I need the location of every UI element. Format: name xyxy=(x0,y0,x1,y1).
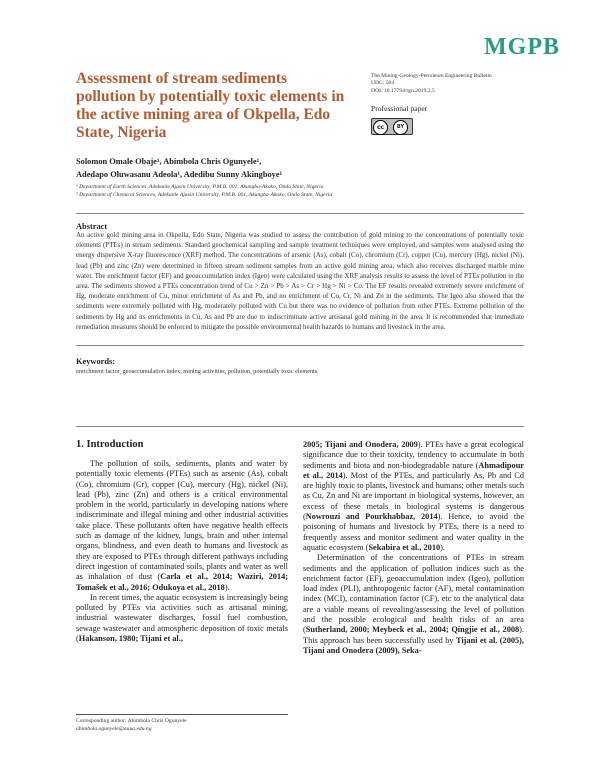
author-list xyxy=(76,155,282,181)
citation[interactable]: Ahmadipour et al., 2014 xyxy=(303,460,524,480)
journal-meta xyxy=(371,73,561,95)
udc: UDC: 504 xyxy=(371,80,395,87)
author-email[interactable]: abimbola.ogunyele@aaua.edu.ng xyxy=(76,726,152,733)
journal-logo: MGPB xyxy=(484,34,560,60)
doi-link[interactable]: DOI: 10.17794/rgn.2019.2.5 xyxy=(371,87,435,94)
left-column xyxy=(76,459,288,644)
affiliation: ¹ Department of Earth Sciences, Adekunle Ajasin University, P.M.B. 001, Akungba-Akoko, Ondo State, Nigeria xyxy=(76,184,324,190)
cc-license-badge[interactable] xyxy=(371,118,413,135)
author-line: Adedapo Oluwasanu Adeola¹, Adedibu Sunny Akingboye¹ xyxy=(76,170,283,179)
affiliations xyxy=(76,183,332,200)
corresponding-author: Corresponding author: Abimbola Chris Ogunyele xyxy=(76,718,187,724)
paper-type: Professional paper xyxy=(371,104,428,113)
citation[interactable]: Sekabira et al., 2010 xyxy=(368,542,441,552)
paragraph: Determination of the concentrations of PTEs in stream sediments and the application of pollution indices such as the enrichment factor (EF), geoaccumulation index (Igeo), pollution load index (PLI), anthropogenic factor (AF), metal contamination index (MCI), contamination factor (CF), etc to the analytical data are a viable means of revealing/assessing the level of pollution and the possible ecological and health risks of an area (Sutherland, 2000; Meybeck et al., 2004; Qingjie et al., 2008). This approach has been successfully used by Tijani et al. (2005), Tijani and Onodera (2009), Seka- xyxy=(303,553,524,655)
affiliation: ² Department of Chemical Sciences, Adekunle Ajasin University, P.M.B. 001, Akungba-Akoko, Ondo State, Nigeria xyxy=(76,192,333,199)
keywords-heading: Keywords: xyxy=(76,357,116,366)
keywords-text: enrichment factor, geoaccumulation index, mining activities, pollution, potentially toxic elements. xyxy=(76,368,319,375)
citation[interactable]: Nowrouzi and Pourkhabbaz, 2014 xyxy=(305,512,438,522)
abstract-heading: Abstract xyxy=(76,222,108,231)
section-heading-introduction: 1. Introduction xyxy=(76,439,144,450)
divider xyxy=(76,426,524,427)
citation[interactable]: Carla et al., 2014; Waziri, 2014; Tomašek et al., 2016; Odukoya et al., 2018 xyxy=(76,572,288,592)
paragraph: The pollution of soils, sediments, plants and water by potentially toxic elements (PTEs) such as arsenic (As), cobalt (Co), chromium (Cr), copper (Cu), mercury (Hg), nickel (Ni), lead (Pb), zinc (Zn) and others is a critical environmental problem in the world, particularly in developing nations where indiscriminate and illegal mining and other industrial activities take place. These pollutants often have negative health effects such as damage of the kidney, lungs, brain and other internal organs, blindness, and even death to humans and livestock as they are exposed to PTEs through different pathways including direct ingestion of contaminated soils, plants and water as well as inhalation of dust (Carla et al., 2014; Waziri, 2014; Tomašek et al., 2016; Odukoya et al., 2018). xyxy=(76,459,288,592)
divider xyxy=(76,345,524,346)
article-title: Assessment of stream sediments pollution by potentially toxic elements in the active mining area of Okpella, Edo State, Nigeria xyxy=(76,70,345,141)
paragraph: In recent times, the aquatic ecosystem is increasingly being polluted by PTEs via activities such as artisanal mining, industrial wastewater discharges, fossil fuel combustion, sewage wastewater and atmospheric deposition of toxic metals (Hakanson, 1980; Tijani et al., xyxy=(76,592,288,644)
divider xyxy=(76,213,524,214)
citation[interactable]: Hakanson, 1980; Tijani et al., xyxy=(78,634,183,644)
right-column xyxy=(303,440,524,656)
citation[interactable]: Sutherland, 2000; Meybeck et al., 2004; Qingjie et al., 2008 xyxy=(305,625,520,635)
by-icon: BY xyxy=(393,120,408,135)
citation[interactable]: 2005; Tijani and Onodera, 2009 xyxy=(303,440,418,449)
footnote-rule xyxy=(76,714,288,715)
cc-icon: cc xyxy=(373,120,388,135)
citation[interactable]: Tijani et al. (2005), Tijani and Onodera (2009), Seka- xyxy=(303,635,524,655)
author-line: Solomon Omale Obaje¹, Abimbola Chris Ogunyele¹, xyxy=(76,157,262,166)
paragraph: 2005; Tijani and Onodera, 2009). PTEs have a great ecological significance due to their toxicity, tendency to accumulate in both sediments and biota and non-biodegradable nature (Ahmadipour et al., 2014). Most of the PTEs, and particularly As, Pb and Cd are highly toxic to plants, livestock and humans; other metals such as Cu, Zn and Ni are important in biological systems, however, an excess of these metals in biological systems is dangerous (Nowrouzi and Pourkhabbaz, 2014). Hence, to avoid the poisoning of humans and livestock by PTEs, there is a need to frequently assess and monitor sediment and water quality in the aquatic ecosystem (Sekabira et al., 2010). xyxy=(303,440,524,552)
footnote xyxy=(76,717,187,734)
abstract-text: An active gold mining area in Okpella, Edo State, Nigeria was studied to assess the contribution of gold mining to the concentrations of potentially toxic elements (PTEs) in stream sediments. Standard geochemical sampling and sample treatment techniques were employed, and samples were analysed using the energy dispersive X-ray fluorescence (XRF) method. The concentrations of arsenic (As), cobalt (Co), chromium (Cr), copper (Cu), mercury (Hg), nickel (Ni), lead (Pb) and zinc (Zn) were determined in fifteen stream sediment samples from an active gold mining area, which also receives discharged marble mine water. The enrichment factor (EF) and geoaccumulation index (Igeo) were calculated using the XRF analysis results to assess the level of PTEs pollution in the area. The sediments showed a PTEs concentration trend of Cu > Zn > Pb > As > Cr > Hg > Ni > Co. The EF results revealed extremely severe enrichment of Hg, moderate enrichment of Cu, minor enrichment of As and Pb, and no enrichment of Co, Cr, Ni and Zn in the sediments. The Igeo also showed that the sediments were extremely polluted with Hg, moderately polluted with Cu but there was no evidence of pollution from other PTEs. Extreme pollution of the sediments by Hg and its enrichments in Cu, As and Pb are due to indiscriminate active artisanal gold mining in the area. It is recommended that immediate remediation measures should be enforced to mitigate the possible environmental health hazards to humans and livestock in the area. xyxy=(76,231,524,331)
journal-name: The Mining-Geology-Petroleum Engineering Bulletin xyxy=(371,73,492,79)
